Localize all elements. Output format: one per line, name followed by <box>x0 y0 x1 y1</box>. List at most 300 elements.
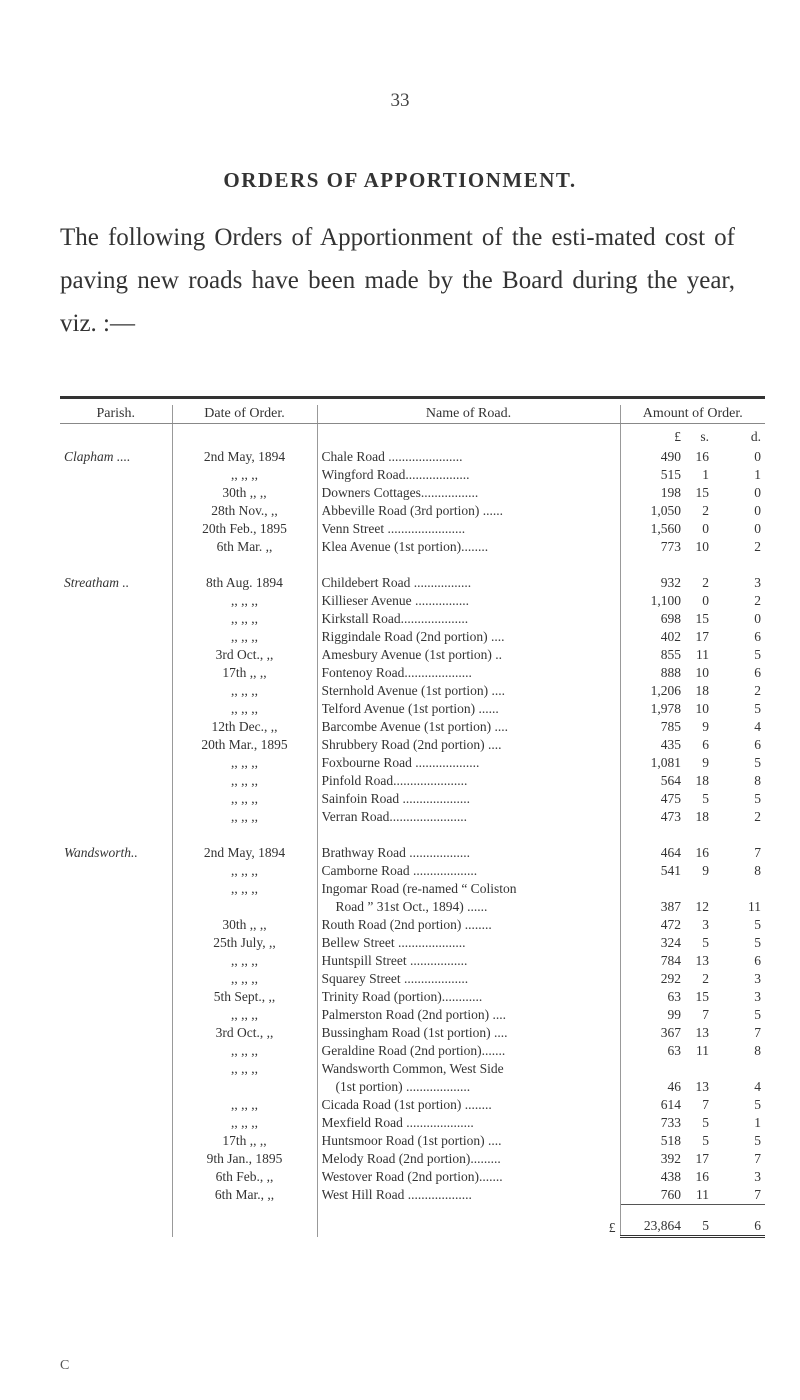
road-name-cell <box>317 934 620 952</box>
shillings-cell: 13 <box>695 953 709 968</box>
order-date-cell: 25th July, ,, <box>172 934 317 952</box>
road-name-line: Barcombe Avenue (1st portion) .... <box>321 719 508 734</box>
shillings-cell: 9 <box>702 755 709 770</box>
road-name-cell <box>317 448 620 466</box>
table-row <box>60 538 765 556</box>
road-name-cell <box>317 1060 620 1096</box>
amount-column-header: Amount of Order. <box>620 405 765 424</box>
order-date-cell: ,, ,, ,, <box>172 1060 317 1096</box>
order-date-cell: ,, ,, ,, <box>172 754 317 772</box>
road-name-line: Squarey Street ................... <box>321 971 469 986</box>
total-pounds: 23,864 <box>620 1205 685 1237</box>
pence-cell: 2 <box>754 593 761 608</box>
road-name-cell <box>317 862 620 880</box>
table-row <box>60 1114 765 1132</box>
parish-cell <box>60 484 172 502</box>
table-row <box>60 1006 765 1024</box>
shillings-cell: 15 <box>695 485 709 500</box>
order-date-cell: 28th Nov., ,, <box>172 502 317 520</box>
road-name-continuation: (1st portion) ................... <box>335 1079 471 1094</box>
road-name-line: Telford Avenue (1st portion) ...... <box>321 701 499 716</box>
order-date-cell: ,, ,, ,, <box>172 466 317 484</box>
road-name-line: Amesbury Avenue (1st portion) .. <box>321 647 502 662</box>
pounds-cell: 515 <box>620 466 685 484</box>
pounds-cell: 1,978 <box>620 700 685 718</box>
pounds-cell: 435 <box>620 736 685 754</box>
road-name-cell <box>317 484 620 502</box>
pence-unit: d. <box>750 429 761 444</box>
road-name-line: Abbeville Road (3rd portion) ...... <box>321 503 503 518</box>
table-row <box>60 700 765 718</box>
pounds-cell: 46 <box>620 1060 685 1096</box>
pence-cell: 1 <box>754 467 761 482</box>
table-row <box>60 736 765 754</box>
table-row <box>60 1150 765 1168</box>
shillings-cell: 5 <box>702 791 709 806</box>
road-name-line: Childebert Road ................. <box>321 575 472 590</box>
pence-cell: 0 <box>754 449 761 464</box>
shillings-cell: 7 <box>702 1097 709 1112</box>
table-row <box>60 628 765 646</box>
shillings-cell: 16 <box>695 845 709 860</box>
road-name-line: Bussingham Road (1st portion) .... <box>321 1025 508 1040</box>
road-name-line: Mexfield Road .................... <box>321 1115 474 1130</box>
road-name-line: Trinity Road (portion)............ <box>321 989 483 1004</box>
pence-cell: 0 <box>754 521 761 536</box>
road-name-line: Westover Road (2nd portion)....... <box>321 1169 503 1184</box>
order-date-cell: 30th ,, ,, <box>172 916 317 934</box>
shillings-cell: 3 <box>702 917 709 932</box>
parish-cell <box>60 1150 172 1168</box>
table-row <box>60 790 765 808</box>
parish-cell <box>60 1132 172 1150</box>
pounds-cell: 888 <box>620 664 685 682</box>
pounds-cell: 1,081 <box>620 754 685 772</box>
road-name-line: West Hill Road ................... <box>321 1187 472 1202</box>
road-name-line: Wandsworth Common, West Side <box>321 1061 504 1076</box>
table-row <box>60 646 765 664</box>
pence-cell: 5 <box>754 701 761 716</box>
pounds-cell: 438 <box>620 1168 685 1186</box>
parish-cell <box>60 1006 172 1024</box>
road-name-line: Fontenoy Road.................... <box>321 665 472 680</box>
table-row <box>60 502 765 520</box>
shillings-cell: 5 <box>702 935 709 950</box>
road-name-line: Camborne Road ................... <box>321 863 478 878</box>
table-row <box>60 574 765 592</box>
road-name-cell <box>317 970 620 988</box>
order-date-cell: ,, ,, ,, <box>172 1042 317 1060</box>
order-date-cell: 6th Mar. ,, <box>172 538 317 556</box>
table-row <box>60 1168 765 1186</box>
shillings-cell: 5 <box>702 1115 709 1130</box>
road-name-line: Huntsmoor Road (1st portion) .... <box>321 1133 502 1148</box>
road-name-cell <box>317 610 620 628</box>
table-row <box>60 1186 765 1205</box>
shillings-cell: 7 <box>702 1007 709 1022</box>
parish-cell <box>60 772 172 790</box>
order-date-cell: 30th ,, ,, <box>172 484 317 502</box>
shillings-cell: 10 <box>695 539 709 554</box>
pounds-cell: 932 <box>620 574 685 592</box>
road-name-line: Pinfold Road...................... <box>321 773 468 788</box>
road-name-line: Klea Avenue (1st portion)........ <box>321 539 489 554</box>
road-name-cell <box>317 1132 620 1150</box>
road-name-cell <box>317 520 620 538</box>
pence-cell: 4 <box>754 719 761 734</box>
road-name-line: Foxbourne Road ................... <box>321 755 480 770</box>
total-currency-symbol: £ <box>317 1205 620 1237</box>
pence-cell: 5 <box>754 791 761 806</box>
table-row <box>60 466 765 484</box>
order-date-cell: ,, ,, ,, <box>172 880 317 916</box>
road-name-cell <box>317 574 620 592</box>
pounds-cell: 564 <box>620 772 685 790</box>
order-date-cell: ,, ,, ,, <box>172 790 317 808</box>
order-date-cell: ,, ,, ,, <box>172 808 317 826</box>
order-date-cell: ,, ,, ,, <box>172 1096 317 1114</box>
road-name-cell <box>317 772 620 790</box>
order-date-cell: 20th Feb., 1895 <box>172 520 317 538</box>
road-name-cell <box>317 808 620 826</box>
road-name-column-header: Name of Road. <box>317 405 620 424</box>
pence-cell: 4 <box>754 1079 761 1094</box>
pence-cell: 6 <box>754 629 761 644</box>
parish-cell <box>60 790 172 808</box>
order-date-cell: 17th ,, ,, <box>172 664 317 682</box>
page-number: 33 <box>390 90 410 111</box>
order-date-cell: ,, ,, ,, <box>172 772 317 790</box>
signature-mark: C <box>60 1358 70 1373</box>
pence-cell: 2 <box>754 809 761 824</box>
road-name-cell <box>317 592 620 610</box>
parish-cell <box>60 466 172 484</box>
road-name-cell <box>317 880 620 916</box>
parish-cell <box>60 1024 172 1042</box>
shillings-cell: 10 <box>695 701 709 716</box>
road-name-line: Geraldine Road (2nd portion)....... <box>321 1043 506 1058</box>
pence-cell: 3 <box>754 1169 761 1184</box>
pounds-cell: 1,206 <box>620 682 685 700</box>
road-name-line: Kirkstall Road.................... <box>321 611 469 626</box>
parish-cell <box>60 538 172 556</box>
pence-cell: 7 <box>754 845 761 860</box>
pounds-cell: 324 <box>620 934 685 952</box>
table-row <box>60 970 765 988</box>
group-spacer <box>60 826 765 844</box>
road-name-cell <box>317 646 620 664</box>
road-name-cell <box>317 988 620 1006</box>
pounds-cell: 292 <box>620 970 685 988</box>
shillings-cell: 15 <box>695 989 709 1004</box>
parish-cell <box>60 628 172 646</box>
shillings-cell: 15 <box>695 611 709 626</box>
page-heading: ORDERS OF APPORTIONMENT. <box>223 168 577 192</box>
table-row <box>60 682 765 700</box>
pence-cell: 0 <box>754 503 761 518</box>
parish-cell: Streatham .. <box>64 575 130 590</box>
road-name-line: Killieser Avenue ................ <box>321 593 469 608</box>
table-row <box>60 934 765 952</box>
road-name-cell <box>317 1168 620 1186</box>
road-name-continuation: Road ” 31st Oct., 1894) ...... <box>335 899 488 914</box>
shillings-cell: 11 <box>696 647 709 662</box>
parish-cell <box>60 1042 172 1060</box>
shillings-cell: 12 <box>695 899 709 914</box>
pounds-cell: 392 <box>620 1150 685 1168</box>
road-name-line: Riggindale Road (2nd portion) .... <box>321 629 505 644</box>
table-row <box>60 808 765 826</box>
shillings-cell: 18 <box>695 773 709 788</box>
pounds-cell: 773 <box>620 538 685 556</box>
order-date-cell: ,, ,, ,, <box>172 970 317 988</box>
parish-cell <box>60 970 172 988</box>
pounds-cell: 541 <box>620 862 685 880</box>
road-name-line: Melody Road (2nd portion)......... <box>321 1151 501 1166</box>
order-date-cell: ,, ,, ,, <box>172 952 317 970</box>
road-name-cell <box>317 466 620 484</box>
pounds-cell: 490 <box>620 448 685 466</box>
pence-cell: 7 <box>754 1025 761 1040</box>
pence-cell: 5 <box>754 1133 761 1148</box>
parish-cell <box>60 1096 172 1114</box>
order-date-cell: ,, ,, ,, <box>172 682 317 700</box>
shillings-unit: s. <box>700 429 709 444</box>
date-column-header: Date of Order. <box>172 405 317 424</box>
shillings-cell: 11 <box>696 1187 709 1202</box>
order-date-cell: ,, ,, ,, <box>172 1114 317 1132</box>
pounds-cell: 1,560 <box>620 520 685 538</box>
shillings-cell: 5 <box>702 1133 709 1148</box>
total-shillings: 5 <box>685 1205 713 1237</box>
order-date-cell: 17th ,, ,, <box>172 1132 317 1150</box>
shillings-cell: 18 <box>695 809 709 824</box>
parish-cell <box>60 520 172 538</box>
parish-cell <box>60 880 172 916</box>
shillings-cell: 13 <box>695 1025 709 1040</box>
parish-cell <box>60 988 172 1006</box>
pounds-cell: 475 <box>620 790 685 808</box>
order-date-cell: 2nd May, 1894 <box>172 448 317 466</box>
road-name-line: Sainfoin Road .................... <box>321 791 470 806</box>
road-name-line: Shrubbery Road (2nd portion) .... <box>321 737 502 752</box>
table-row <box>60 988 765 1006</box>
pence-cell: 7 <box>754 1151 761 1166</box>
pence-cell: 2 <box>754 539 761 554</box>
road-name-cell <box>317 538 620 556</box>
table-row <box>60 772 765 790</box>
table-row <box>60 664 765 682</box>
pounds-cell: 387 <box>620 880 685 916</box>
order-date-cell: 20th Mar., 1895 <box>172 736 317 754</box>
shillings-cell: 16 <box>695 449 709 464</box>
parish-cell <box>60 1060 172 1096</box>
pounds-cell: 63 <box>620 988 685 1006</box>
pence-cell: 6 <box>754 665 761 680</box>
pence-cell: 5 <box>754 917 761 932</box>
order-date-cell: 9th Jan., 1895 <box>172 1150 317 1168</box>
pence-cell: 8 <box>754 863 761 878</box>
road-name-cell <box>317 844 620 862</box>
pence-cell: 0 <box>754 611 761 626</box>
pence-cell: 0 <box>754 485 761 500</box>
parish-cell: Wandsworth.. <box>64 845 138 860</box>
order-date-cell: 5th Sept., ,, <box>172 988 317 1006</box>
shillings-cell: 17 <box>695 629 709 644</box>
pounds-cell: 698 <box>620 610 685 628</box>
pounds-cell: 99 <box>620 1006 685 1024</box>
road-name-cell <box>317 1096 620 1114</box>
pounds-cell: 518 <box>620 1132 685 1150</box>
road-name-cell <box>317 682 620 700</box>
road-name-line: Sternhold Avenue (1st portion) .... <box>321 683 505 698</box>
road-name-cell <box>317 700 620 718</box>
road-name-cell <box>317 1150 620 1168</box>
pence-cell: 5 <box>754 647 761 662</box>
road-name-cell <box>317 1024 620 1042</box>
shillings-cell: 0 <box>702 593 709 608</box>
table-row <box>60 448 765 466</box>
pence-cell: 3 <box>754 989 761 1004</box>
table-row <box>60 718 765 736</box>
road-name-cell <box>317 952 620 970</box>
total-row <box>60 1205 765 1237</box>
apportionment-table <box>60 405 765 1238</box>
shillings-cell: 16 <box>695 1169 709 1184</box>
road-name-cell <box>317 1042 620 1060</box>
pounds-cell: 63 <box>620 1042 685 1060</box>
pence-cell: 5 <box>754 755 761 770</box>
pounds-cell: 614 <box>620 1096 685 1114</box>
parish-cell <box>60 736 172 754</box>
order-date-cell: ,, ,, ,, <box>172 862 317 880</box>
parish-cell <box>60 1168 172 1186</box>
parish-cell <box>60 1186 172 1205</box>
road-name-cell <box>317 916 620 934</box>
table-body <box>60 424 765 1237</box>
order-date-cell: 3rd Oct., ,, <box>172 1024 317 1042</box>
road-name-line: Chale Road ...................... <box>321 449 463 464</box>
order-date-cell: 2nd May, 1894 <box>172 844 317 862</box>
parish-cell <box>60 664 172 682</box>
pence-cell: 3 <box>754 575 761 590</box>
road-name-cell <box>317 1114 620 1132</box>
parish-cell <box>60 610 172 628</box>
order-date-cell: ,, ,, ,, <box>172 628 317 646</box>
order-date-cell: 6th Mar., ,, <box>172 1186 317 1205</box>
pounds-cell: 464 <box>620 844 685 862</box>
order-date-cell: ,, ,, ,, <box>172 592 317 610</box>
parish-column-header: Parish. <box>60 405 172 424</box>
table-row <box>60 1024 765 1042</box>
table-row <box>60 862 765 880</box>
parish-cell <box>60 1114 172 1132</box>
pence-cell: 8 <box>754 1043 761 1058</box>
parish-cell <box>60 700 172 718</box>
shillings-cell: 17 <box>695 1151 709 1166</box>
road-name-line: Palmerston Road (2nd portion) .... <box>321 1007 506 1022</box>
road-name-line: Ingomar Road (re-named “ Coliston <box>321 881 517 896</box>
total-pence: 6 <box>713 1205 765 1237</box>
parish-cell <box>60 646 172 664</box>
pounds-cell: 402 <box>620 628 685 646</box>
shillings-cell: 9 <box>702 719 709 734</box>
order-date-cell: ,, ,, ,, <box>172 1006 317 1024</box>
shillings-cell: 18 <box>695 683 709 698</box>
road-name-cell <box>317 664 620 682</box>
shillings-cell: 2 <box>702 971 709 986</box>
parish-cell: Clapham .... <box>64 449 131 464</box>
table-row <box>60 1060 765 1096</box>
road-name-cell <box>317 718 620 736</box>
shillings-cell: 11 <box>696 1043 709 1058</box>
group-spacer <box>60 556 765 574</box>
table-row <box>60 610 765 628</box>
road-name-line: Wingford Road................... <box>321 467 470 482</box>
pence-cell: 1 <box>754 1115 761 1130</box>
parish-cell <box>60 808 172 826</box>
shillings-cell: 6 <box>702 737 709 752</box>
road-name-line: Downers Cottages................. <box>321 485 479 500</box>
road-name-cell <box>317 790 620 808</box>
parish-cell <box>60 682 172 700</box>
parish-cell <box>60 502 172 520</box>
pounds-cell: 1,050 <box>620 502 685 520</box>
road-name-cell <box>317 628 620 646</box>
shillings-cell: 1 <box>702 467 709 482</box>
parish-cell <box>60 916 172 934</box>
pounds-cell: 473 <box>620 808 685 826</box>
road-name-cell <box>317 736 620 754</box>
table-row <box>60 1042 765 1060</box>
order-date-cell: 12th Dec., ,, <box>172 718 317 736</box>
table-row <box>60 844 765 862</box>
order-date-cell: ,, ,, ,, <box>172 700 317 718</box>
pence-cell: 8 <box>754 773 761 788</box>
order-date-cell: 8th Aug. 1894 <box>172 574 317 592</box>
shillings-cell: 10 <box>695 665 709 680</box>
shillings-cell: 9 <box>702 863 709 878</box>
parish-cell <box>60 934 172 952</box>
pence-cell: 6 <box>754 953 761 968</box>
pounds-cell: 367 <box>620 1024 685 1042</box>
table-row <box>60 520 765 538</box>
parish-cell <box>60 592 172 610</box>
shillings-cell: 0 <box>702 521 709 536</box>
road-name-line: Bellew Street .................... <box>321 935 466 950</box>
road-name-cell <box>317 1006 620 1024</box>
shillings-cell: 2 <box>702 575 709 590</box>
pence-cell: 6 <box>754 737 761 752</box>
road-name-cell <box>317 1186 620 1205</box>
pence-cell: 5 <box>754 1097 761 1112</box>
pence-cell: 5 <box>754 935 761 950</box>
pence-cell: 3 <box>754 971 761 986</box>
pounds-cell: 760 <box>620 1186 685 1205</box>
parish-cell <box>60 862 172 880</box>
parish-cell <box>60 754 172 772</box>
table-row <box>60 754 765 772</box>
order-date-cell: ,, ,, ,, <box>172 610 317 628</box>
road-name-cell <box>317 754 620 772</box>
table-top-rule <box>60 396 765 399</box>
pence-cell: 2 <box>754 683 761 698</box>
road-name-line: Routh Road (2nd portion) ........ <box>321 917 492 932</box>
table-row <box>60 916 765 934</box>
road-name-line: Cicada Road (1st portion) ........ <box>321 1097 492 1112</box>
pence-cell: 5 <box>754 1007 761 1022</box>
shillings-cell: 2 <box>702 503 709 518</box>
